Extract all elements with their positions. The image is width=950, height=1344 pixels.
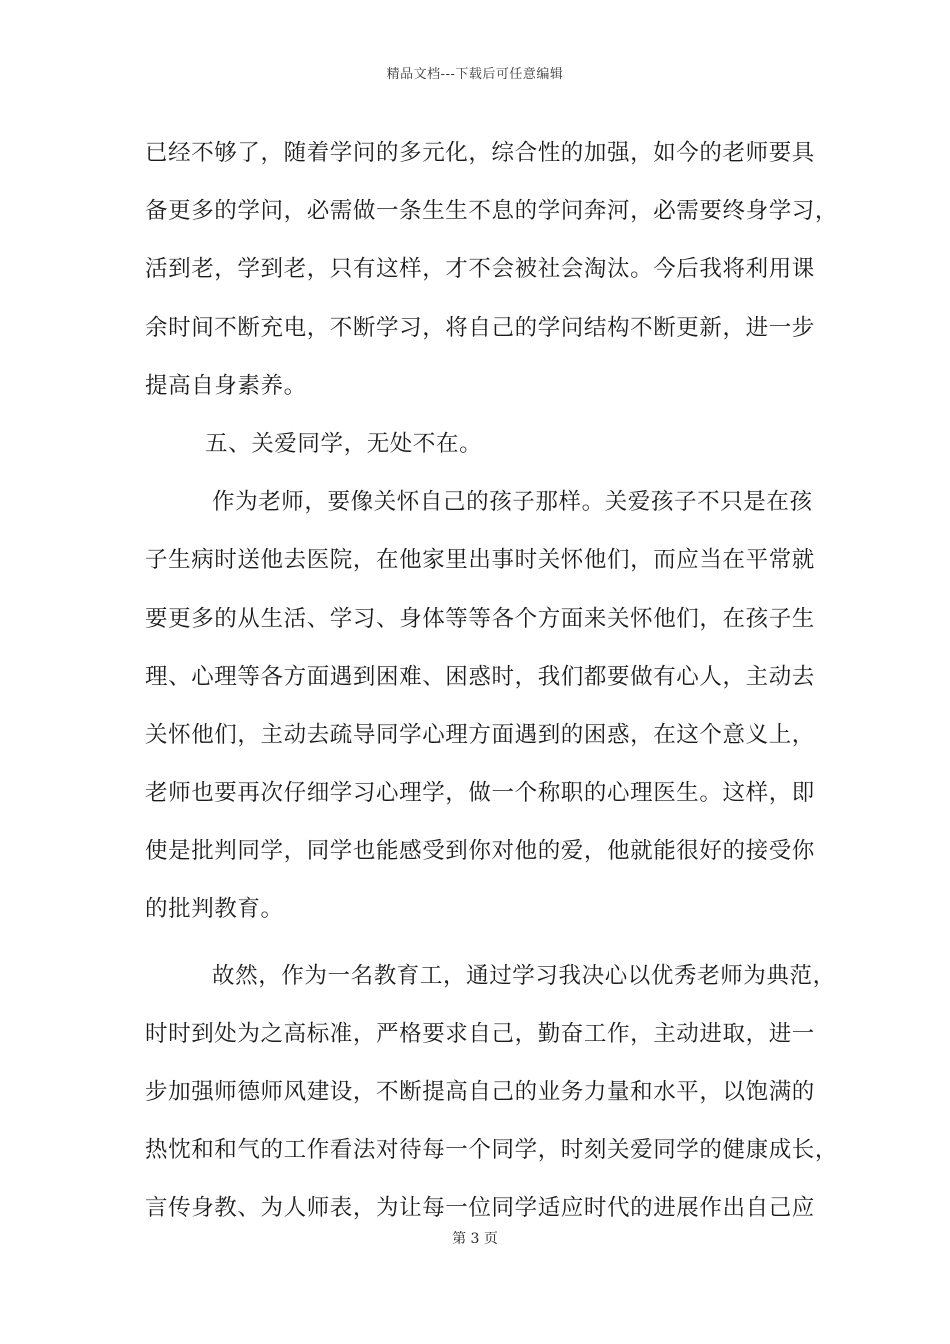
text-line: 活到老，学到老，只有这样，才不会被社会淘汰。今后我将利用课 [145, 256, 815, 283]
text-line: 理、心理等各方面遇到困难、困惑时，我们都要做有心人，主动去 [145, 663, 815, 690]
text-line: 故然，作为一名教育工，通过学习我决心以优秀老师为典范， [212, 962, 836, 989]
text-line: 余时间不断充电，不断学习，将自己的学问结构不断更新，进一步 [145, 314, 815, 341]
page-number: 第 3 页 [452, 1231, 498, 1247]
text-line: 作为老师，要像关怀自己的孩子那样。关爱孩子不只是在孩 [212, 489, 813, 516]
text-line: 热忱和和气的工作看法对待每一个同学，时刻关爱同学的健康成长， [145, 1137, 839, 1164]
text-line: 提高自身素养。 [145, 372, 307, 399]
text-line: 时时到处为之高标准，严格要求自己，勤奋工作，主动进取，进一 [145, 1020, 815, 1047]
text-line: 使是批判同学，同学也能感受到你对他的爱，他就能很好的接受你 [145, 838, 815, 865]
document-body [145, 128, 839, 1242]
text-line: 老师也要再次仔细学习心理学，做一个称职的心理医生。这样，即 [145, 780, 815, 807]
text-line: 关怀他们，主动去疏导同学心理方面遇到的困惑，在这个意义上， [145, 721, 815, 748]
text-line: 要更多的从生活、学习、身体等等各个方面来关怀他们，在孩子生 [145, 605, 815, 632]
text-line: 已经不够了，随着学问的多元化，综合性的加强，如今的老师要具 [145, 140, 815, 166]
text-line: 子生病时送他去医院，在他家里出事时关怀他们，而应当在平常就 [145, 547, 815, 574]
text-line: 言传身教、为人师表，为让每一位同学适应时代的进展作出自己应 [145, 1195, 815, 1222]
text-line: 的批判教育。 [145, 896, 284, 923]
text-line: 备更多的学问，必需做一条生生不息的学问奔河，必需要终身学习， [145, 198, 839, 225]
text-line: 步加强师德师风建设，不断提高自己的业务力量和水平，以饱满的 [145, 1079, 815, 1105]
section-heading: 五、关爱同学，无处不在。 [205, 430, 483, 457]
page-header: 精品文档---下载后可任意编辑 [386, 67, 564, 82]
